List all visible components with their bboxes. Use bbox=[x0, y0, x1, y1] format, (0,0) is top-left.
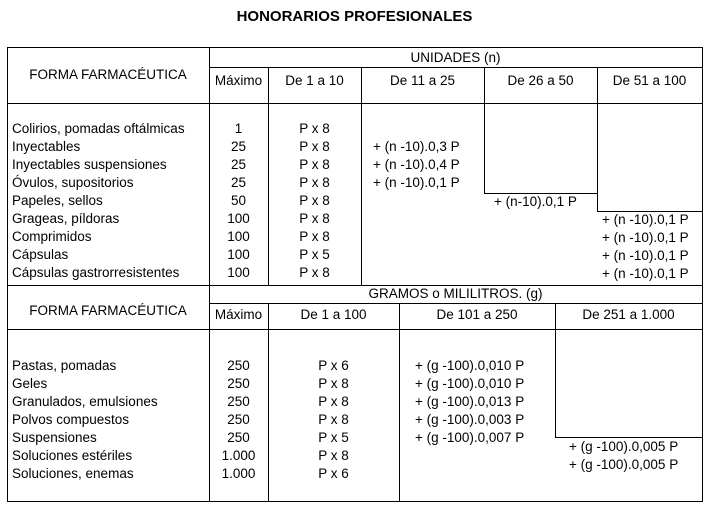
form-header: FORMA FARMACÉUTICA bbox=[29, 67, 187, 82]
table-border bbox=[702, 47, 703, 502]
row-fee: P x 8 bbox=[299, 265, 330, 280]
row-name: Soluciones estériles bbox=[12, 448, 133, 463]
row-name: Suspensiones bbox=[12, 430, 97, 445]
row-fee: P x 8 bbox=[299, 229, 330, 244]
header-underline bbox=[209, 103, 703, 104]
row-name: Grageas, píldoras bbox=[12, 211, 120, 226]
table-border bbox=[7, 47, 8, 502]
table-border bbox=[7, 501, 703, 502]
row-name: Polvos compuestos bbox=[12, 412, 130, 427]
row-max: 1.000 bbox=[221, 466, 256, 481]
row-max: 250 bbox=[227, 430, 250, 445]
formula-value: + (n -10).0,4 P bbox=[373, 157, 460, 172]
row-max: 1 bbox=[234, 121, 243, 136]
page-title: HONORARIOS PROFESIONALES bbox=[236, 8, 473, 25]
table-border bbox=[209, 67, 703, 68]
formula-value: + (g -100).0,010 P bbox=[415, 358, 525, 373]
row-max: 100 bbox=[227, 265, 250, 280]
table-border bbox=[7, 47, 703, 48]
formula-value: + (n -10).0,1 P bbox=[602, 212, 689, 227]
col-header-maximo: Máximo bbox=[214, 73, 263, 88]
row-fee: P x 6 bbox=[318, 466, 349, 481]
header-underline bbox=[7, 329, 703, 330]
form-header: FORMA FARMACÉUTICA bbox=[29, 303, 187, 318]
group-header-units: UNIDADES (n) bbox=[410, 50, 501, 65]
col-header-1-10: De 1 a 10 bbox=[285, 73, 344, 88]
row-fee: P x 8 bbox=[318, 394, 349, 409]
row-max: 250 bbox=[227, 412, 250, 427]
row-name: Cápsulas bbox=[12, 247, 69, 262]
row-name: Colirios, pomadas oftálmicas bbox=[12, 121, 185, 136]
formula-value: + (g -100).0,005 P bbox=[569, 439, 679, 454]
row-name: Pastas, pomadas bbox=[12, 358, 117, 373]
formula-value: + (n -10).0,3 P bbox=[373, 139, 460, 154]
row-fee: P x 8 bbox=[299, 211, 330, 226]
table-border bbox=[399, 303, 400, 502]
row-max: 50 bbox=[230, 193, 247, 208]
formula-value: + (n -10).0,1 P bbox=[602, 248, 689, 263]
row-name: Inyectables suspensiones bbox=[12, 157, 167, 172]
row-max: 250 bbox=[227, 376, 250, 391]
row-max: 25 bbox=[230, 175, 247, 190]
formula-value: + (g -100).0,003 P bbox=[415, 412, 525, 427]
row-max: 100 bbox=[227, 247, 250, 262]
col-header-11-25: De 11 a 25 bbox=[389, 73, 456, 88]
row-name: Papeles, sellos bbox=[12, 193, 103, 208]
row-fee: P x 8 bbox=[299, 175, 330, 190]
row-name: Óvulos, supositorios bbox=[12, 175, 134, 190]
row-name: Cápsulas gastrorresistentes bbox=[12, 265, 180, 280]
formula-value: + (n -10).0,1 P bbox=[373, 175, 460, 190]
formula-value: + (n-10).0,1 P bbox=[494, 194, 577, 209]
col-header-1-100: De 1 a 100 bbox=[300, 307, 367, 322]
row-max: 25 bbox=[230, 157, 247, 172]
row-fee: P x 8 bbox=[299, 121, 330, 136]
col-header-251-1000: De 251 a 1.000 bbox=[582, 307, 675, 322]
col-header-101-250: De 101 a 250 bbox=[436, 307, 518, 322]
row-fee: P x 8 bbox=[318, 448, 349, 463]
table-border bbox=[361, 67, 362, 286]
row-fee: P x 8 bbox=[299, 139, 330, 154]
row-max: 100 bbox=[227, 211, 250, 226]
row-fee: P x 5 bbox=[318, 430, 349, 445]
row-name: Geles bbox=[12, 376, 48, 391]
col-header-26-50: De 26 a 50 bbox=[507, 73, 574, 88]
row-fee: P x 8 bbox=[299, 157, 330, 172]
formula-value: + (g -100).0,013 P bbox=[415, 394, 525, 409]
row-fee: P x 5 bbox=[299, 247, 330, 262]
row-max: 100 bbox=[227, 229, 250, 244]
row-max: 250 bbox=[227, 358, 250, 373]
col-header-maximo: Máximo bbox=[214, 307, 263, 322]
row-fee: P x 6 bbox=[318, 358, 349, 373]
row-fee: P x 8 bbox=[299, 193, 330, 208]
row-fee: P x 8 bbox=[318, 376, 349, 391]
formula-value: + (g -100).0,005 P bbox=[569, 457, 679, 472]
row-name: Comprimidos bbox=[12, 229, 92, 244]
row-max: 1.000 bbox=[221, 448, 256, 463]
formula-value: + (g -100).0,007 P bbox=[415, 430, 525, 445]
formula-value: + (n -10).0,1 P bbox=[602, 230, 689, 245]
formula-value: + (g -100).0,010 P bbox=[415, 376, 525, 391]
formula-value: + (n -10).0,1 P bbox=[602, 266, 689, 281]
row-fee: P x 8 bbox=[318, 412, 349, 427]
row-name: Granulados, emulsiones bbox=[12, 394, 158, 409]
row-name: Inyectables bbox=[12, 139, 81, 154]
col-header-51-100: De 51 a 100 bbox=[612, 73, 687, 88]
row-max: 25 bbox=[230, 139, 247, 154]
row-name: Soluciones, enemas bbox=[12, 466, 134, 481]
row-max: 250 bbox=[227, 394, 250, 409]
group-header-grams: GRAMOS o MILILITROS. (g) bbox=[368, 286, 543, 301]
table-border bbox=[209, 303, 703, 304]
header-underline bbox=[7, 103, 210, 104]
